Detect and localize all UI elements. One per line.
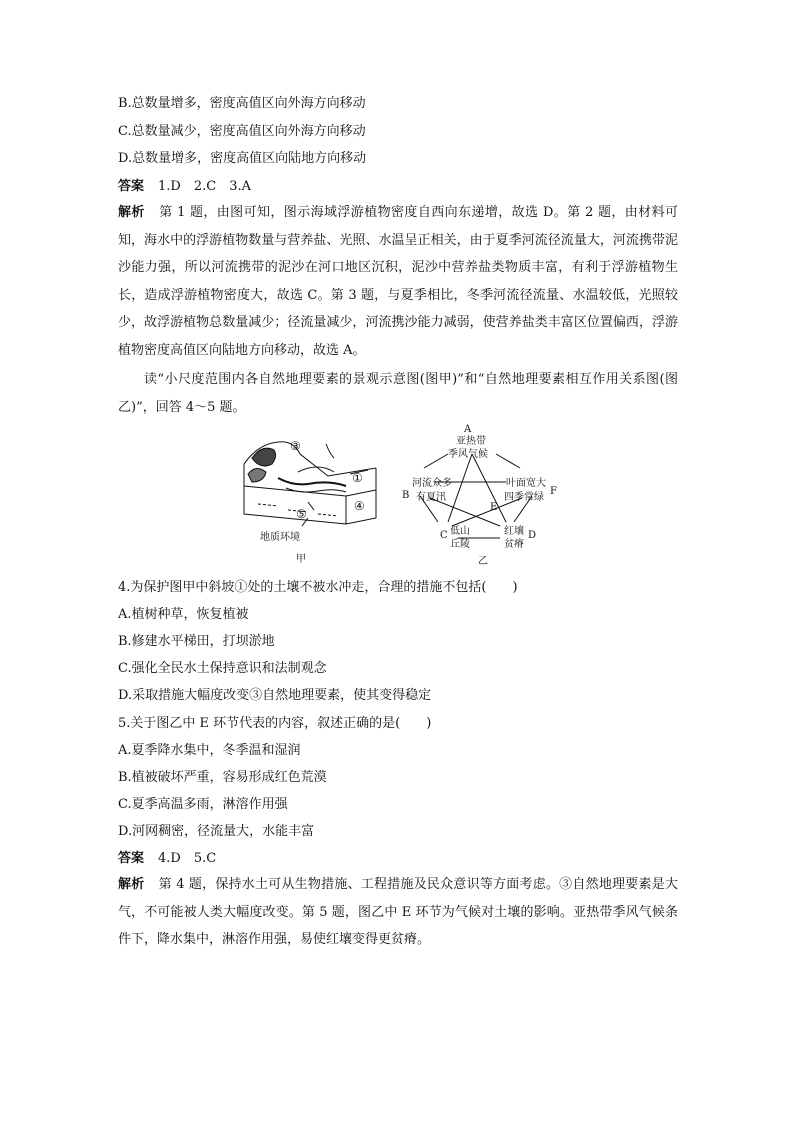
analysis-text: 第 4 题，保持水土可从生物措施、工程措施及民众意识等方面考虑。③自然地理要素是大气，不可能被人类大幅度改变。第 5 题，图乙中 E 环节为气候对土壤的影响。亚热带季风气候条件下，降水集中，淋溶作用强，易使红壤变得更贫瘠。 bbox=[118, 877, 678, 947]
answer-1 bbox=[118, 179, 251, 195]
figure-svg bbox=[238, 414, 568, 574]
node-f-letter: F bbox=[550, 486, 557, 497]
geo-env-label: 地质环境 bbox=[260, 532, 300, 543]
node-a-letter: A bbox=[464, 424, 472, 435]
analysis-label: 解析 bbox=[118, 205, 145, 220]
q4-option-c: C.强化全民水土保持意识和法制观念 bbox=[118, 661, 327, 676]
node-f-line1: 叶面宽大 bbox=[506, 478, 546, 489]
node-d-line1: 红壤 bbox=[504, 526, 524, 537]
q3-option-d: D.总数量增多，密度高值区向陆地方向移动 bbox=[118, 151, 367, 166]
caption-jia: 甲 bbox=[296, 554, 306, 565]
q4-option-a: A.植树种草，恢复植被 bbox=[118, 607, 249, 622]
answer-text: 1.D 2.C 3.A bbox=[158, 179, 251, 194]
node-b-line2: 有夏汛 bbox=[416, 492, 446, 503]
q5-option-b: B.植被破坏严重，容易形成红色荒漠 bbox=[118, 770, 327, 785]
q3-option-b: B.总数量增多，密度高值区向外海方向移动 bbox=[118, 96, 366, 111]
node-d-line2: 贫瘠 bbox=[504, 539, 524, 550]
node-c-line2: 丘陵 bbox=[450, 539, 470, 550]
intro-paragraph: 读“小尺度范围内各自然地理要素的景观示意图(图甲)”和“自然地理要素相互作用关系图(图乙)”，回答 4～5 题。 bbox=[118, 372, 678, 415]
circle-label-1: ① bbox=[352, 471, 363, 485]
q3-option-c: C.总数量减少，密度高值区向外海方向移动 bbox=[118, 124, 366, 139]
node-b-line1: 河流众多 bbox=[412, 478, 452, 489]
analysis-1 bbox=[118, 199, 678, 364]
answer-2 bbox=[118, 851, 216, 867]
answer-text: 4.D 5.C bbox=[158, 851, 217, 866]
node-c-letter: C bbox=[440, 530, 448, 541]
node-a-line2: 季风气候 bbox=[448, 449, 488, 460]
node-b-letter: B bbox=[402, 490, 410, 501]
answer-label: 答案 bbox=[118, 851, 145, 866]
analysis-label: 解析 bbox=[118, 877, 145, 892]
q5-option-d: D.河网稠密，径流量大，水能丰富 bbox=[118, 824, 315, 839]
circle-label-3: ③ bbox=[290, 439, 301, 453]
node-f-line2: 四季常绿 bbox=[504, 492, 544, 503]
node-a-line1: 亚热带 bbox=[456, 436, 486, 447]
node-c-line1: 低山 bbox=[450, 526, 470, 537]
circle-label-5: ⑤ bbox=[296, 507, 307, 521]
caption-yi: 乙 bbox=[478, 556, 488, 567]
node-e-letter: E bbox=[490, 502, 498, 513]
q4-option-b: B.修建水平梯田，打坝淤地 bbox=[118, 634, 275, 649]
figure bbox=[238, 414, 568, 574]
circle-label-4: ④ bbox=[354, 499, 365, 513]
q4-option-d: D.采取措施大幅度改变③自然地理要素，使其变得稳定 bbox=[118, 688, 432, 703]
node-d-letter: D bbox=[528, 530, 537, 541]
analysis-text: 第 1 题，由图可知，图示海域浮游植物密度自西向东递增，故选 D。第 2 题，由材料可知，海水中的浮游植物数量与营养盐、光照、水温呈正相关，由于夏季河流径流量大，河流携带泥沙能力强，所以河流携带的泥沙在河口地区沉积，泥沙中营养盐类物质丰富，有利于浮游植物生长，造成浮游植物密度大，故选 C。第 3 题，与夏季相比，冬季河流径流量、水温较低，光照较少，故浮游植物总数量减少；径流量减少，河流携沙能力减弱，使营养盐类丰富区位置偏西，浮游植物密度高值区向陆地方向移动，故选 A。 bbox=[118, 205, 678, 358]
analysis-2 bbox=[118, 871, 678, 954]
q4-stem: 4.为保护图甲中斜坡①处的土壤不被水冲走，合理的措施不包括( ) bbox=[118, 580, 518, 595]
q5-stem: 5.关于图乙中 E 环节代表的内容，叙述正确的是( ) bbox=[118, 716, 432, 731]
answer-label: 答案 bbox=[118, 179, 145, 194]
q5-option-a: A.夏季降水集中，冬季温和湿润 bbox=[118, 743, 301, 758]
q5-option-c: C.夏季高温多雨，淋溶作用强 bbox=[118, 797, 288, 812]
